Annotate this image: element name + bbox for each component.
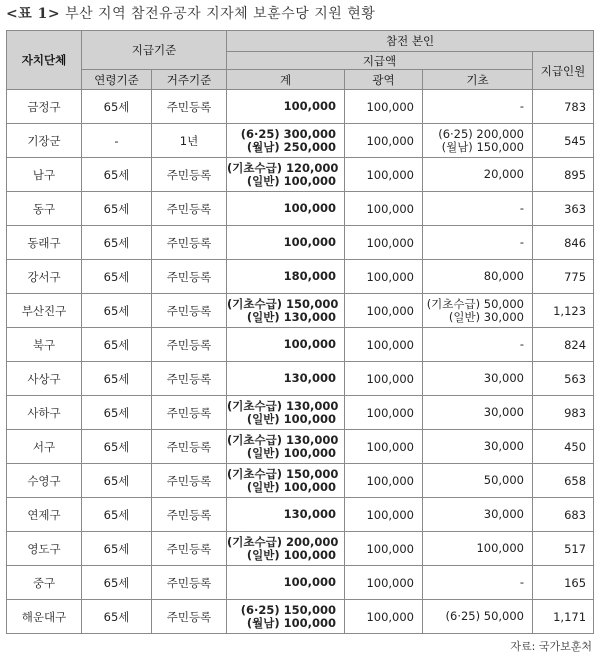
cell-residence: 주민등록 — [152, 158, 227, 192]
cell-count: 658 — [533, 464, 594, 498]
cell-basic — [423, 226, 533, 260]
cell-region: 강서구 — [7, 260, 82, 294]
cell-metro: 100,000 — [345, 192, 423, 226]
table-row — [7, 90, 594, 124]
cell-basic-line: 100,000 — [476, 541, 524, 555]
cell-region: 사상구 — [7, 362, 82, 396]
table-row — [7, 362, 594, 396]
cell-total — [227, 294, 345, 328]
header-recipients: 지급인원 — [533, 52, 594, 90]
cell-residence: 주민등록 — [152, 90, 227, 124]
table-row — [7, 430, 594, 464]
cell-age: 65세 — [82, 294, 152, 328]
table-row — [7, 328, 594, 362]
cell-total — [227, 566, 345, 600]
cell-total-line: (기초수급) 130,000 — [227, 432, 339, 447]
cell-residence: 주민등록 — [152, 192, 227, 226]
cell-age: 65세 — [82, 158, 152, 192]
cell-count: 895 — [533, 158, 594, 192]
cell-count: 824 — [533, 328, 594, 362]
header-region: 자치단체 — [7, 31, 82, 90]
table-row — [7, 294, 594, 328]
cell-total-line: (기초수급) 120,000 — [227, 160, 339, 175]
cell-region: 기장군 — [7, 124, 82, 158]
cell-basic-line: (6·25) 50,000 — [445, 609, 524, 623]
cell-basic-line: 30,000 — [483, 439, 524, 453]
cell-total-line: (기초수급) 200,000 — [227, 534, 339, 549]
cell-basic-line: (6·25) 200,000 — [438, 126, 524, 141]
cell-total-line: 100,000 — [283, 201, 336, 215]
table-row — [7, 124, 594, 158]
cell-basic — [423, 260, 533, 294]
cell-region: 동래구 — [7, 226, 82, 260]
cell-basic-line: - — [519, 201, 524, 215]
cell-age: 65세 — [82, 600, 152, 634]
cell-basic-line: (월남) 150,000 — [441, 139, 524, 154]
cell-metro: 100,000 — [345, 498, 423, 532]
cell-basic — [423, 396, 533, 430]
cell-total-line: (기초수급) 150,000 — [227, 466, 339, 481]
cell-age: 65세 — [82, 328, 152, 362]
cell-region: 남구 — [7, 158, 82, 192]
cell-metro: 100,000 — [345, 294, 423, 328]
cell-metro: 100,000 — [345, 328, 423, 362]
header-amount: 지급액 — [227, 52, 533, 70]
cell-basic — [423, 124, 533, 158]
cell-age: 65세 — [82, 226, 152, 260]
table-title-text: 부산 지역 참전유공자 지자체 보훈수당 지원 현황 — [65, 6, 376, 22]
cell-total — [227, 260, 345, 294]
cell-total — [227, 464, 345, 498]
cell-total — [227, 90, 345, 124]
cell-basic-line: 20,000 — [483, 167, 524, 181]
cell-residence: 주민등록 — [152, 430, 227, 464]
cell-age: 65세 — [82, 464, 152, 498]
cell-region: 부산진구 — [7, 294, 82, 328]
veteran-allowance-table — [6, 30, 594, 634]
cell-basic — [423, 90, 533, 124]
table-row — [7, 532, 594, 566]
cell-basic-line: - — [519, 337, 524, 351]
cell-basic — [423, 328, 533, 362]
cell-residence: 주민등록 — [152, 260, 227, 294]
cell-region: 중구 — [7, 566, 82, 600]
cell-age: 65세 — [82, 498, 152, 532]
cell-basic-line: 30,000 — [483, 371, 524, 385]
cell-count: 1,171 — [533, 600, 594, 634]
cell-total — [227, 158, 345, 192]
cell-basic — [423, 430, 533, 464]
cell-metro: 100,000 — [345, 260, 423, 294]
cell-count: 783 — [533, 90, 594, 124]
cell-basic-line: - — [519, 235, 524, 249]
cell-basic-line: (일반) 30,000 — [448, 309, 524, 324]
cell-basic-line: - — [519, 99, 524, 113]
cell-metro: 100,000 — [345, 600, 423, 634]
cell-age: 65세 — [82, 260, 152, 294]
cell-total — [227, 600, 345, 634]
cell-total-line: 130,000 — [283, 507, 336, 521]
cell-total — [227, 226, 345, 260]
cell-count: 1,123 — [533, 294, 594, 328]
cell-total — [227, 362, 345, 396]
cell-age: 65세 — [82, 90, 152, 124]
table-body — [7, 90, 594, 634]
table-row — [7, 158, 594, 192]
cell-count: 450 — [533, 430, 594, 464]
cell-residence: 주민등록 — [152, 464, 227, 498]
cell-total-line: (일반) 100,000 — [246, 445, 336, 460]
cell-total — [227, 328, 345, 362]
cell-basic — [423, 362, 533, 396]
cell-metro: 100,000 — [345, 362, 423, 396]
cell-residence: 주민등록 — [152, 362, 227, 396]
cell-basic — [423, 498, 533, 532]
cell-count: 683 — [533, 498, 594, 532]
source-note: 자료: 국가보훈처 — [510, 640, 592, 653]
cell-residence: 주민등록 — [152, 532, 227, 566]
cell-count: 517 — [533, 532, 594, 566]
cell-total-line: (일반) 100,000 — [246, 479, 336, 494]
cell-age: 65세 — [82, 532, 152, 566]
cell-total — [227, 498, 345, 532]
table-row — [7, 498, 594, 532]
cell-age: 65세 — [82, 362, 152, 396]
cell-region: 영도구 — [7, 532, 82, 566]
table-row — [7, 192, 594, 226]
cell-total-line: 100,000 — [283, 337, 336, 351]
cell-region: 동구 — [7, 192, 82, 226]
header-age: 연령기준 — [82, 70, 152, 90]
header-veteran: 참전 본인 — [227, 31, 594, 52]
cell-metro: 100,000 — [345, 464, 423, 498]
cell-count: 846 — [533, 226, 594, 260]
cell-basic — [423, 532, 533, 566]
header-criteria: 지급기준 — [82, 31, 227, 70]
cell-residence: 주민등록 — [152, 226, 227, 260]
table-row — [7, 566, 594, 600]
table-label: <표 1> — [6, 6, 61, 22]
table-row — [7, 464, 594, 498]
cell-metro: 100,000 — [345, 532, 423, 566]
header-metro: 광역 — [345, 70, 423, 90]
cell-residence: 주민등록 — [152, 566, 227, 600]
cell-total — [227, 396, 345, 430]
cell-total-line: 100,000 — [283, 575, 336, 589]
cell-total-line: (기초수급) 150,000 — [227, 296, 339, 311]
cell-age: 65세 — [82, 192, 152, 226]
cell-total — [227, 124, 345, 158]
cell-basic — [423, 192, 533, 226]
cell-basic-line: - — [519, 575, 524, 589]
cell-total — [227, 532, 345, 566]
cell-age: 65세 — [82, 430, 152, 464]
table-row — [7, 396, 594, 430]
cell-basic-line: 30,000 — [483, 507, 524, 521]
cell-basic — [423, 158, 533, 192]
cell-region: 서구 — [7, 430, 82, 464]
cell-residence: 1년 — [152, 124, 227, 158]
cell-metro: 100,000 — [345, 566, 423, 600]
header-total: 계 — [227, 70, 345, 90]
cell-residence: 주민등록 — [152, 328, 227, 362]
cell-metro: 100,000 — [345, 226, 423, 260]
cell-total-line: (일반) 130,000 — [246, 309, 336, 324]
cell-total-line: (6·25) 150,000 — [240, 602, 336, 617]
cell-region: 연제구 — [7, 498, 82, 532]
cell-basic — [423, 566, 533, 600]
cell-count: 563 — [533, 362, 594, 396]
cell-basic — [423, 294, 533, 328]
header-residence: 거주기준 — [152, 70, 227, 90]
cell-metro: 100,000 — [345, 430, 423, 464]
cell-total-line: (월남) 100,000 — [246, 615, 336, 630]
cell-age: 65세 — [82, 566, 152, 600]
cell-basic-line: 80,000 — [483, 269, 524, 283]
table-title — [6, 3, 375, 23]
cell-residence: 주민등록 — [152, 600, 227, 634]
table-row — [7, 260, 594, 294]
cell-total-line: (일반) 100,000 — [246, 411, 336, 426]
cell-metro: 100,000 — [345, 124, 423, 158]
cell-metro: 100,000 — [345, 90, 423, 124]
cell-basic-line: (기초수급) 50,000 — [426, 296, 524, 311]
cell-residence: 주민등록 — [152, 294, 227, 328]
cell-residence: 주민등록 — [152, 396, 227, 430]
cell-total-line: 100,000 — [283, 235, 336, 249]
cell-age: - — [82, 124, 152, 158]
cell-count: 165 — [533, 566, 594, 600]
cell-region: 금정구 — [7, 90, 82, 124]
header-basic: 기초 — [423, 70, 533, 90]
table-row — [7, 600, 594, 634]
cell-region: 사하구 — [7, 396, 82, 430]
cell-basic — [423, 464, 533, 498]
cell-total-line: (6·25) 300,000 — [240, 126, 336, 141]
cell-metro: 100,000 — [345, 396, 423, 430]
cell-basic-line: 50,000 — [483, 473, 524, 487]
cell-region: 해운대구 — [7, 600, 82, 634]
cell-basic — [423, 600, 533, 634]
cell-total-line: (기초수급) 130,000 — [227, 398, 339, 413]
cell-count: 775 — [533, 260, 594, 294]
cell-region: 수영구 — [7, 464, 82, 498]
cell-total-line: (일반) 100,000 — [246, 173, 336, 188]
cell-total-line: (일반) 100,000 — [246, 547, 336, 562]
cell-total-line: 180,000 — [283, 269, 336, 283]
cell-total-line: 130,000 — [283, 371, 336, 385]
cell-total-line: 100,000 — [283, 99, 336, 113]
cell-residence: 주민등록 — [152, 498, 227, 532]
cell-total — [227, 192, 345, 226]
cell-count: 545 — [533, 124, 594, 158]
cell-total — [227, 430, 345, 464]
cell-region: 북구 — [7, 328, 82, 362]
cell-metro: 100,000 — [345, 158, 423, 192]
cell-basic-line: 30,000 — [483, 405, 524, 419]
cell-count: 363 — [533, 192, 594, 226]
cell-age: 65세 — [82, 396, 152, 430]
table-row — [7, 226, 594, 260]
cell-count: 983 — [533, 396, 594, 430]
cell-total-line: (월남) 250,000 — [246, 139, 336, 154]
